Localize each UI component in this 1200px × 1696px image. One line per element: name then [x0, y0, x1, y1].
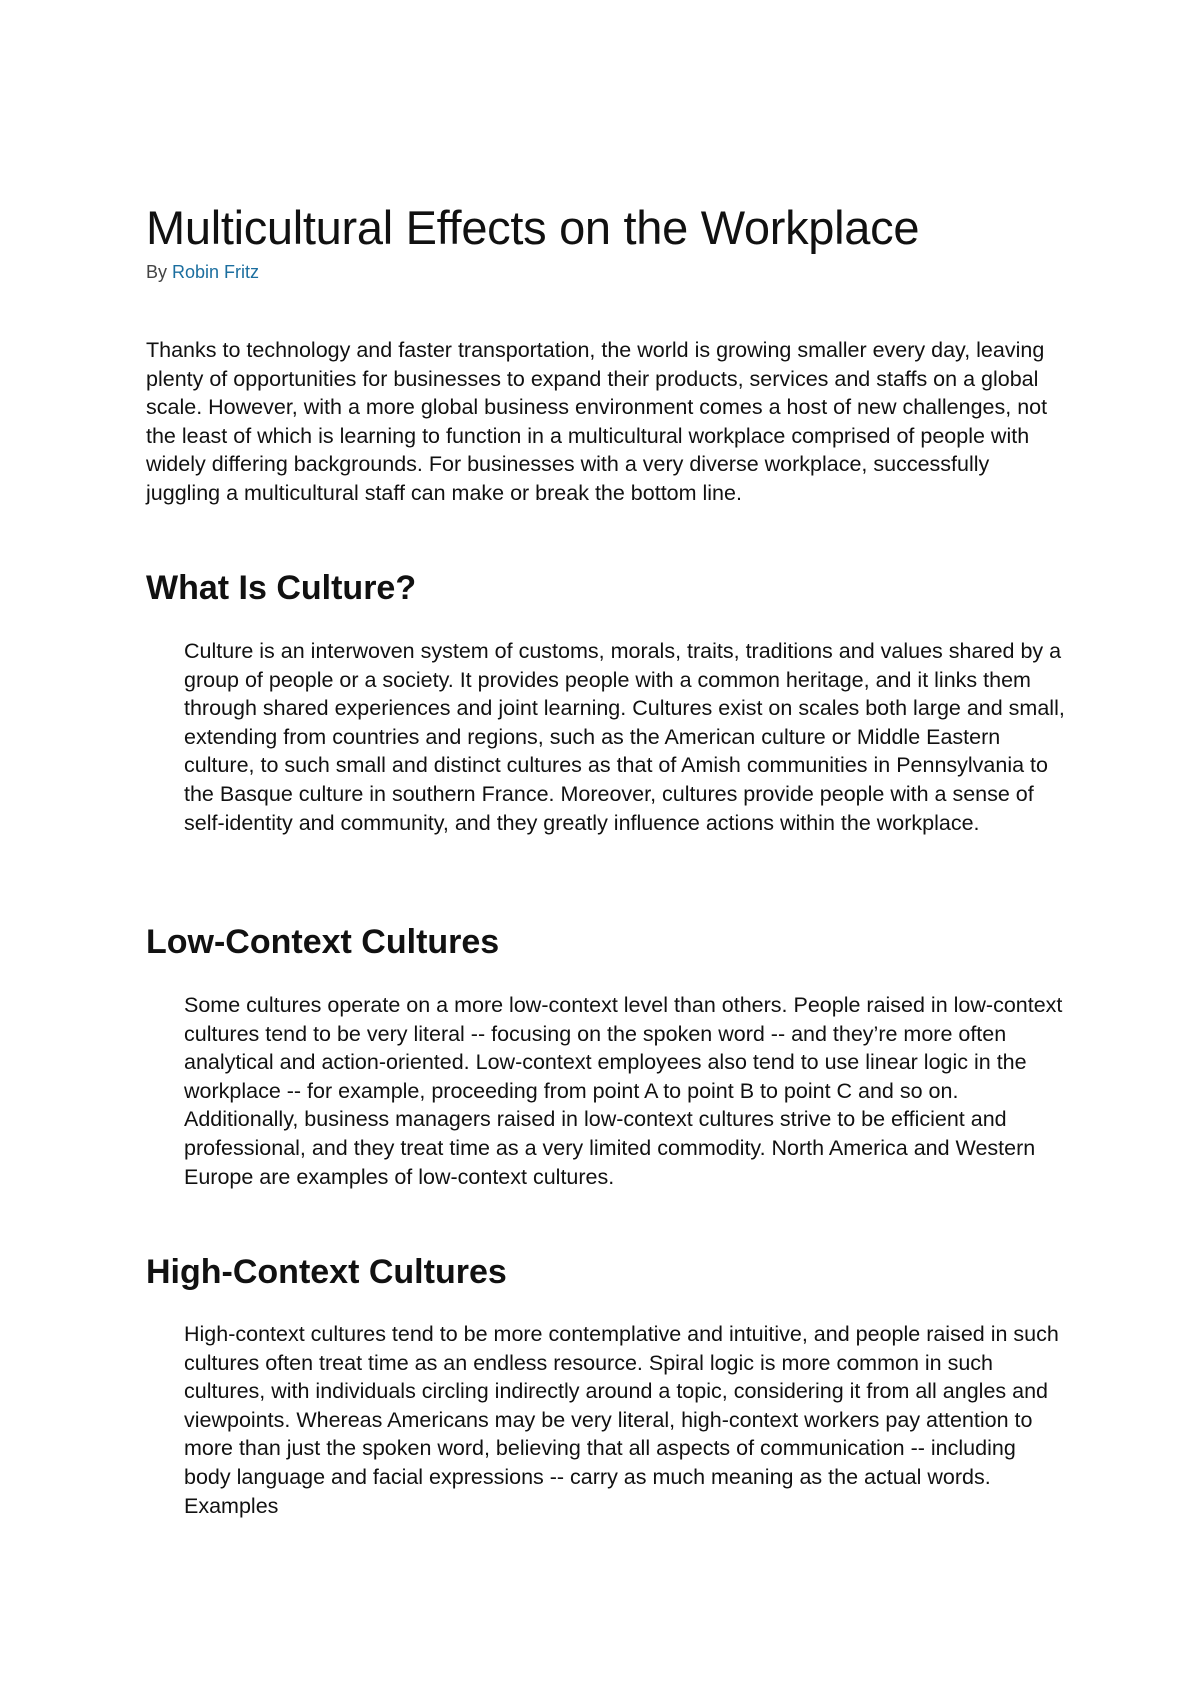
byline-prefix: By [146, 262, 173, 282]
author-link[interactable]: Robin Fritz [172, 262, 260, 282]
section-body-low-context: Some cultures operate on a more low-context level than others. People raised in low-context cultures tend to be very literal -- focusing on the spoken word -- and they’re more often analytical and action-oriented. Low-context employees also tend to use linear logic in the workplace -- for example, proceeding from point A to point B to point C and so on. Additionally, business managers raised in low-context cultures strive to be efficient and professional, and they treat time as a very limited commodity. North America and Western Europe are examples of low-context cultures. [184, 993, 1063, 1189]
section-heading-low-context: Low-Context Cultures [146, 923, 500, 961]
intro-paragraph: Thanks to technology and faster transportation, the world is growing smaller every day, leaving plenty of opportunities for businesses to expand their products, services and staffs on a global scale. However, with a more global business environment comes a host of new challenges, not the least of which is learning to function in a multicultural workplace comprised of people with widely differing backgrounds. For businesses with a very diverse workplace, successfully juggling a multicultural staff can make or break the bottom line. [146, 338, 1048, 505]
byline [146, 260, 259, 284]
section-body-high-context: High-context cultures tend to be more contemplative and intuitive, and people raised in such cultures often treat time as an endless resource. Spiral logic is more common in such cultures, with individuals circling indirectly around a topic, considering it from all angles and viewpoints. Whereas Americans may be very literal, high-context workers pay attention to more than just the spoken word, believing that all aspects of communication -- including body language and facial expressions -- carry as much meaning as the actual words. Examples [184, 1322, 1059, 1518]
section-body-what-is-culture: Culture is an interwoven system of customs, morals, traits, traditions and values shared by a group of people or a society. It provides people with a common heritage, and it links them through shared experiences and joint learning. Cultures exist on scales both large and small, extending from countries and regions, such as the American culture or Middle Eastern culture, to such small and distinct cultures as that of Amish communities in Pennsylvania to the Basque culture in southern France. Moreover, cultures provide people with a sense of self-identity and community, and they greatly influence actions within the workplace. [184, 639, 1065, 835]
page-title: Multicultural Effects on the Workplace [146, 201, 920, 254]
section-heading-high-context: High-Context Cultures [146, 1253, 507, 1291]
section-heading-what-is-culture: What Is Culture? [146, 569, 417, 607]
